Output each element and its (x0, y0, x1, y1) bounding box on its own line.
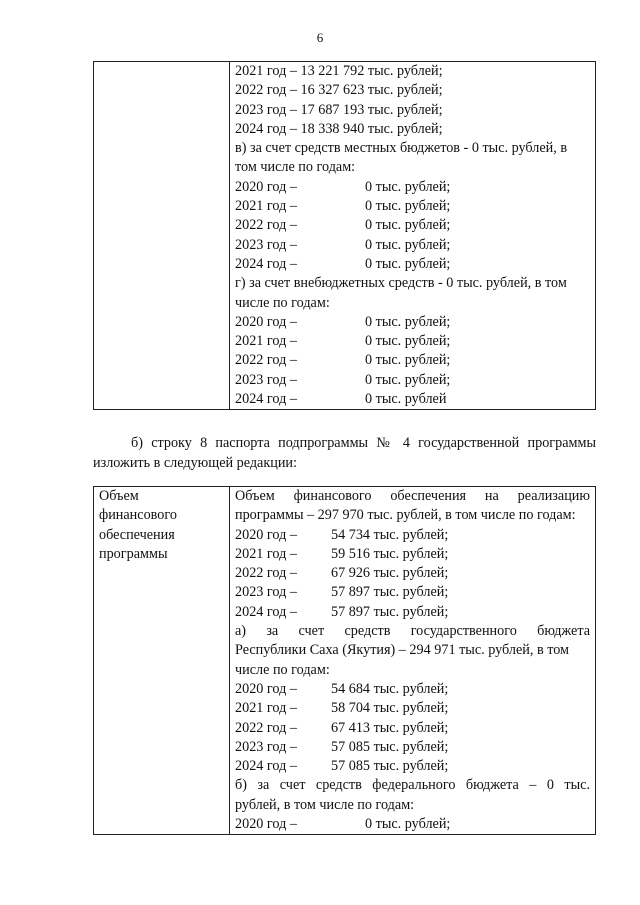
year-line: 2024 год – 18 338 940 тыс. рублей; (235, 120, 443, 137)
year-line: 2020 год – 0 тыс. рублей; (235, 178, 451, 195)
year-line: 2021 год – 13 221 792 тыс. рублей; (235, 63, 443, 79)
year-line: 2024 год – 57 897 тыс. рублей; (235, 603, 449, 620)
label-cell (94, 487, 230, 835)
label-line: Объем (99, 488, 139, 504)
financing-table-subprogram-4 (93, 486, 596, 835)
state-budget-header: а) за счет средств государственного бюджета (235, 623, 590, 640)
year-line: 2020 год – 54 684 тыс. рублей; (235, 680, 449, 697)
intro-line: Объем финансового обеспечения на реализацию (235, 488, 590, 504)
label-line: обеспечения (99, 526, 175, 543)
year-line: 2023 год – 57 085 тыс. рублей; (235, 738, 449, 755)
year-line: 2021 год – 58 704 тыс. рублей; (235, 700, 449, 717)
year-line: 2024 год – 57 085 тыс. рублей; (235, 758, 449, 775)
extra-budget-header: г) за счет внебюджетных средств - 0 тыс. рублей, в том (235, 275, 567, 292)
financing-details-cell (230, 487, 596, 835)
year-line: 2023 год – 0 тыс. рублей; (235, 236, 451, 253)
year-line: 2024 год – 0 тыс. рублей (235, 391, 447, 408)
year-line: 2020 год – 54 734 тыс. рублей; (235, 526, 449, 543)
year-line: 2022 год – 67 926 тыс. рублей; (235, 565, 449, 582)
year-line: 2023 год – 17 687 193 тыс. рублей; (235, 101, 443, 118)
label-line: программы (99, 545, 168, 562)
year-line: 2022 год – 0 тыс. рублей; (235, 352, 451, 369)
extra-budget-header-cont: числе по годам: (235, 294, 330, 311)
year-line: 2020 год – 0 тыс. рублей; (235, 313, 451, 330)
year-line: 2020 год – 0 тыс. рублей; (235, 816, 451, 833)
intro-line: программы – 297 970 тыс. рублей, в том числе по годам: (235, 507, 576, 524)
year-line: 2021 год – 0 тыс. рублей; (235, 333, 451, 350)
state-budget-header-cont: числе по годам: (235, 661, 330, 678)
state-budget-header-cont: Республики Саха (Якутия) – 294 971 тыс. рублей, в том (235, 642, 570, 659)
label-cell-empty (94, 62, 230, 410)
year-line: 2023 год – 57 897 тыс. рублей; (235, 584, 449, 601)
year-line: 2022 год – 67 413 тыс. рублей; (235, 719, 449, 736)
federal-budget-header-cont: рублей, в том числе по годам: (235, 796, 415, 813)
year-line: 2023 год – 0 тыс. рублей; (235, 371, 451, 388)
financing-table-continued (93, 61, 596, 410)
year-line: 2024 год – 0 тыс. рублей; (235, 255, 451, 272)
paragraph-line: б) строку 8 паспорта подпрограммы № 4 государственной программы (131, 435, 596, 451)
year-line: 2022 год – 16 327 623 тыс. рублей; (235, 82, 443, 99)
local-budget-header: в) за счет средств местных бюджетов - 0 тыс. рублей, в (235, 140, 568, 157)
amendment-paragraph (93, 434, 596, 473)
financing-details-cell (230, 62, 596, 410)
local-budget-header-cont: том числе по годам: (235, 159, 356, 176)
year-line: 2021 год – 0 тыс. рублей; (235, 198, 451, 215)
page-number: 6 (316, 30, 324, 45)
federal-budget-header: б) за счет средств федерального бюджета – 0 тыс. (235, 777, 590, 794)
year-line: 2021 год – 59 516 тыс. рублей; (235, 545, 449, 562)
year-line: 2022 год – 0 тыс. рублей; (235, 217, 451, 234)
label-line: финансового (99, 507, 177, 524)
paragraph-line: изложить в следующей редакции: (93, 454, 297, 471)
